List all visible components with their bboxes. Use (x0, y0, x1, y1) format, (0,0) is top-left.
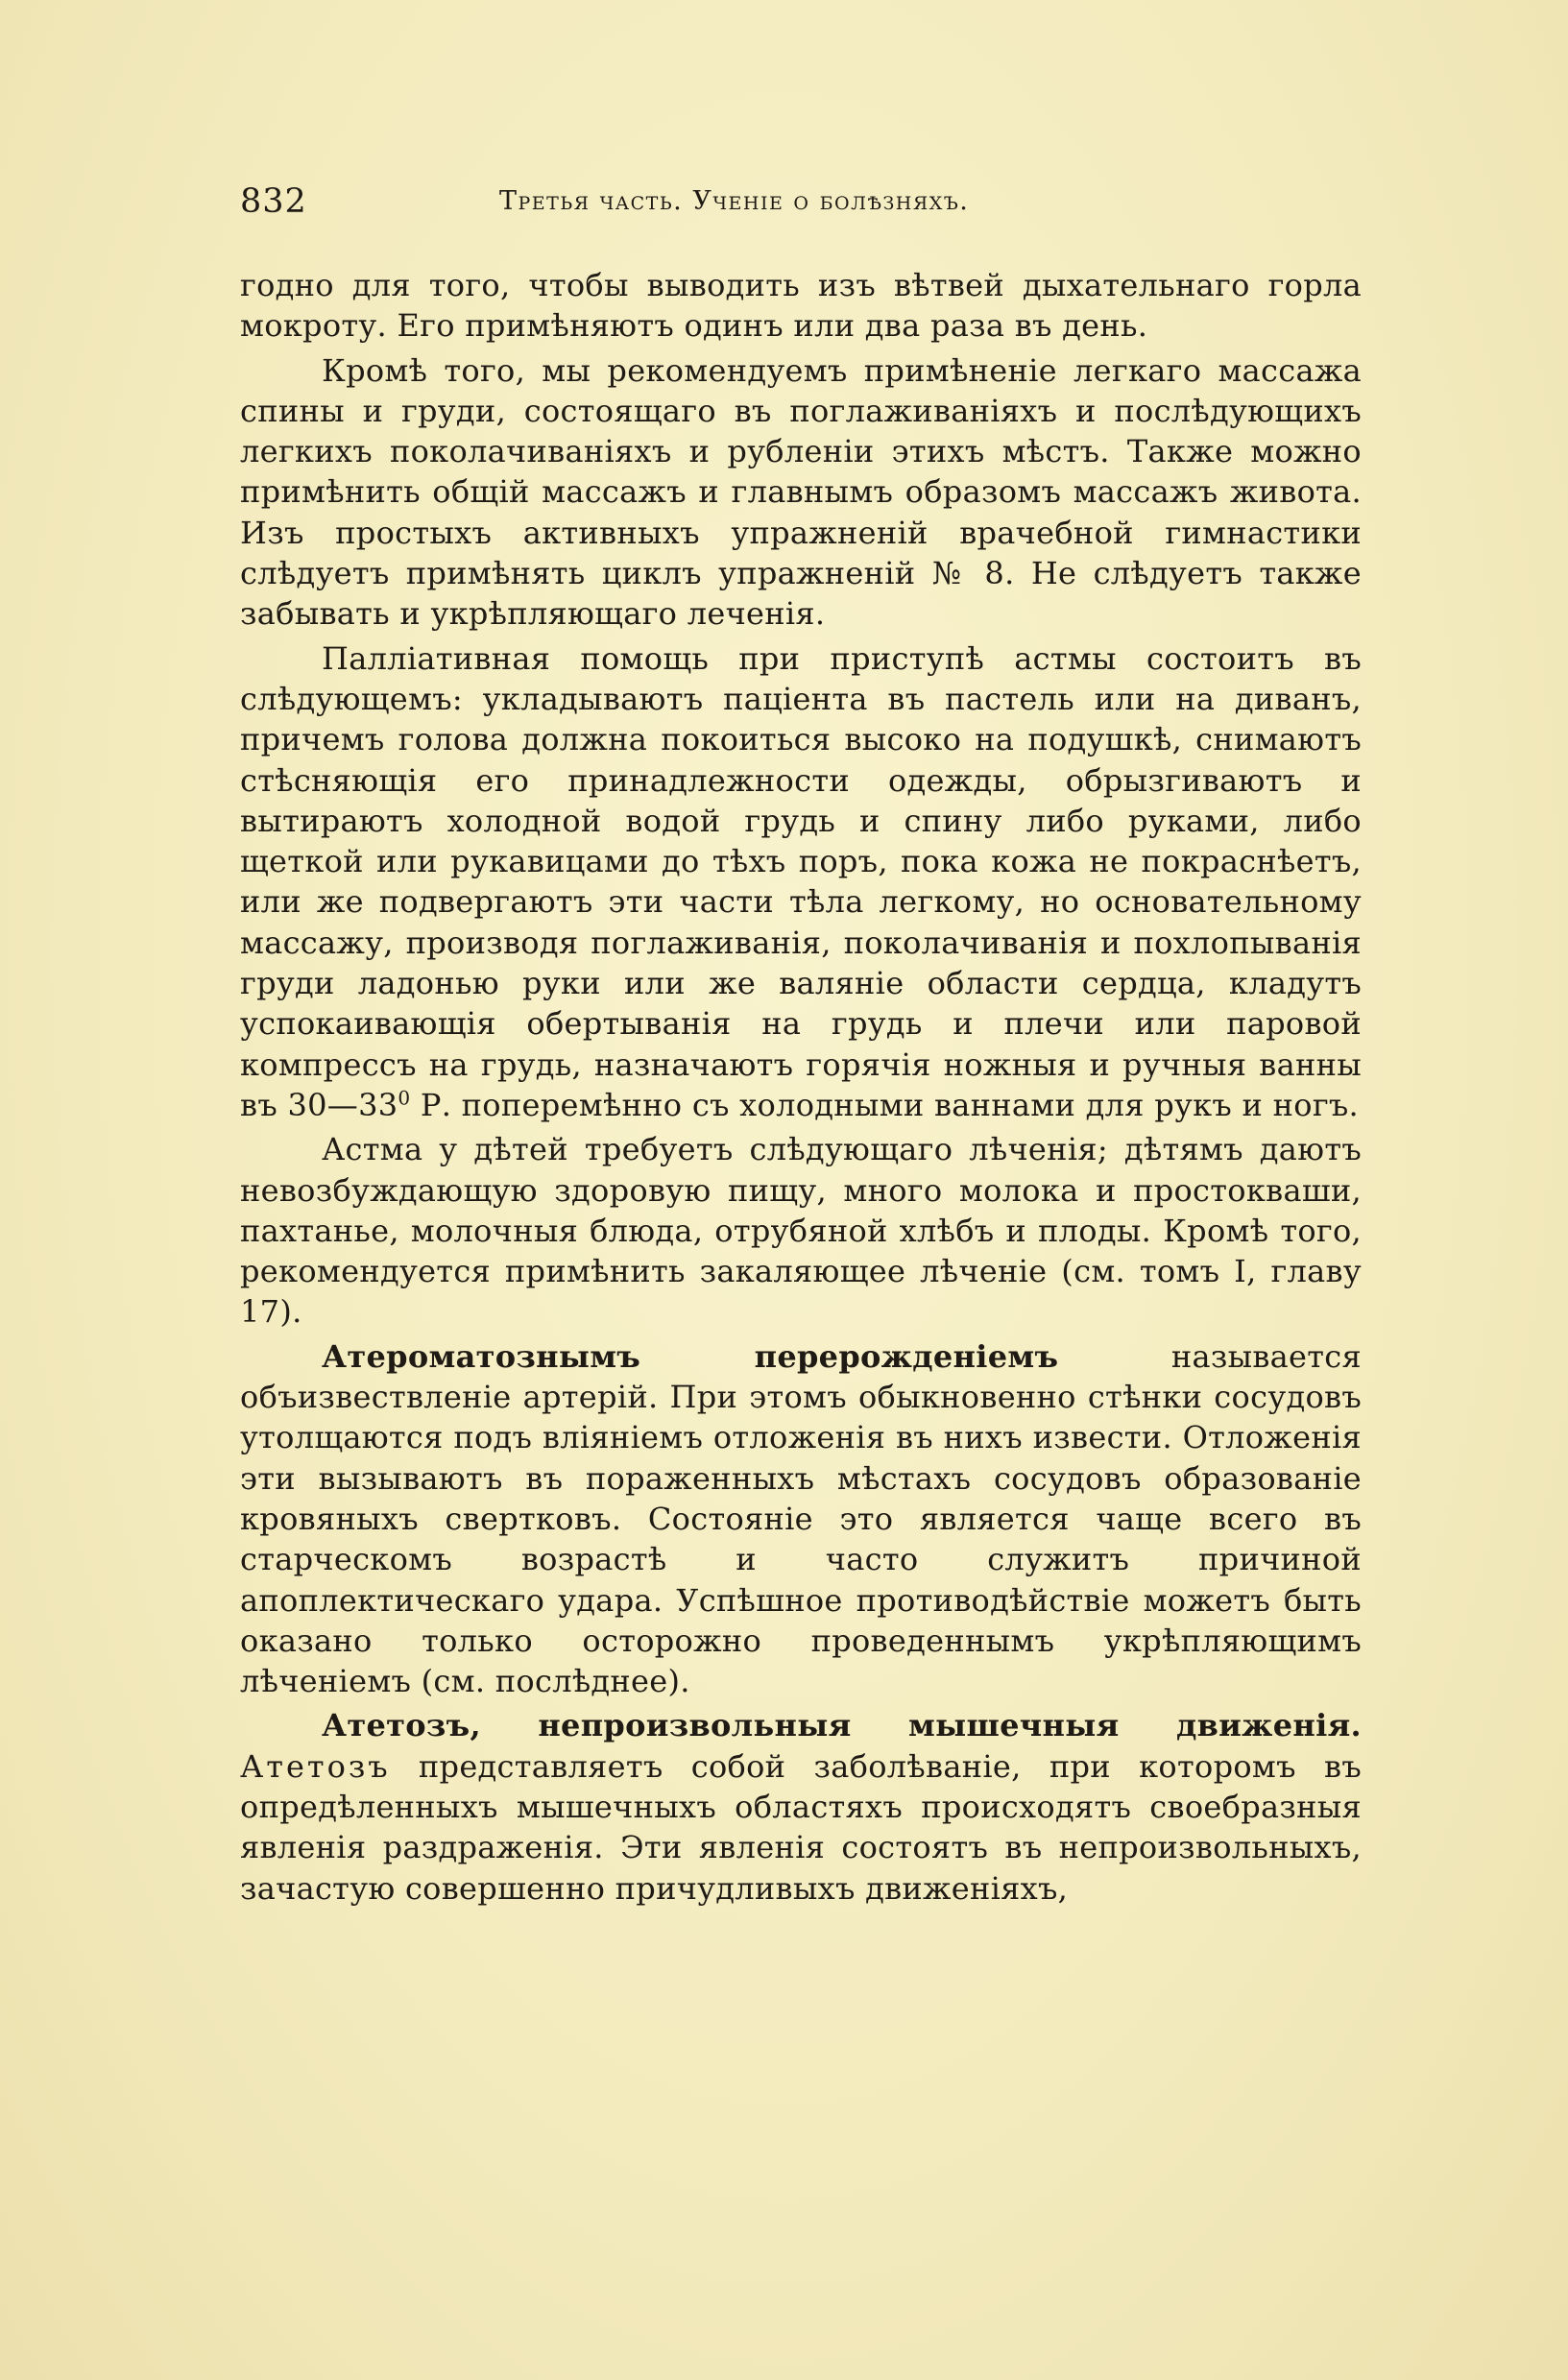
page-header (240, 182, 1362, 240)
running-head: Третья часть. Ученіе о болѣзняхъ. (499, 186, 970, 216)
paragraph-massage: Кромѣ того, мы рекомендуемъ примѣненіе легкаго массажа спины и груди, состоящаго въ поглаживаніяхъ и послѣдующихъ легкихъ поколачиваніяхъ и рубленіи этихъ мѣстъ. Также можно примѣнить общій массажъ и главнымъ образомъ массажъ живота. Изъ простыхъ активныхъ упражненій врачебной гимнастики слѣдуетъ примѣнять циклъ упражненій № 8. Не слѣдуетъ также забывать и укрѣпляющаго леченія. (240, 351, 1362, 633)
book-page (240, 182, 1362, 1912)
degree-mark: 0 (398, 1086, 411, 1110)
athetosis-spaced-word: Атетозъ (240, 1747, 391, 1785)
palliative-text: Палліативная помощь при приступѣ астмы состоитъ въ слѣдующемъ: укладываютъ паціента въ пастель или на диванъ, причемъ голова должна покоиться высоко на подушкѣ, снимаютъ стѣсняющія его принадлежности одежды, обрызгиваютъ и вытираютъ холодной водой грудь и спину либо руками, либо щеткой или рукавицами до тѣхъ поръ, пока кожа не покраснѣетъ, или же подвергаютъ эти части тѣла легкому, но основательному массажу, производя поглаживанія, поколачиванія и похлопыванія груди ладонью руки или же валяніе области сердца, кладутъ успокаивающія обертыванія на грудь и плечи или паровой компрессъ на грудь, назначаютъ горячія ножныя и ручныя ванны въ 30—33 (240, 639, 1362, 1123)
page-number: 832 (240, 182, 307, 221)
body-text (240, 265, 1362, 1909)
atheroma-text: называется объизвествленіе артерій. При этомъ обыкновенно стѣнки сосудовъ утолщаются подъ вліяніемъ отложенія въ нихъ извести. Отложенія эти вызываютъ въ пораженныхъ мѣстахъ сосудовъ образованіе кровяныхъ свертковъ. Состояніе это является чаще всего въ старческомъ возрастѣ и часто служитъ причиной апоплектическаго удара. Успѣшное противодѣйствіе можетъ быть оказано только осторожно проведеннымъ укрѣпляющимъ лѣченіемъ (см. послѣднее). (240, 1337, 1362, 1700)
athetosis-text: представляетъ собой заболѣваніе, при которомъ въ опредѣленныхъ мышечныхъ областяхъ происходятъ своебразныя явленія раздраженія. Эти явленія состоятъ въ непроизвольныхъ, зачастую совершенно причудливыхъ движеніяхъ, (240, 1747, 1362, 1907)
term-atheroma: Атероматознымъ перерожденіемъ (322, 1337, 1059, 1375)
paragraph-child-asthma: Астма у дѣтей требуетъ слѣдующаго лѣченія; дѣтямъ даютъ невозбуждающую здоровую пищу, много молока и простокваши, пахтанье, молочныя блюда, отрубяной хлѣбъ и плоды. Кромѣ того, рекомендуется примѣнить закаляющее лѣченіе (см. томъ I, главу 17). (240, 1131, 1362, 1331)
paragraph-atheroma (240, 1336, 1362, 1702)
paragraph-continuation: годно для того, чтобы выводить изъ вѣтвей дыхательнаго горла мокроту. Его примѣняютъ одинъ или два раза въ день. (240, 267, 1362, 345)
paragraph-palliative-help (240, 638, 1362, 1126)
palliative-text-end: Р. поперемѣнно съ холодными ваннами для рукъ и ногъ. (410, 1086, 1360, 1123)
paragraph-athetosis (240, 1705, 1362, 1908)
term-athetosis: Атетозъ, непроизвольныя мышечныя движенія. (322, 1707, 1362, 1744)
